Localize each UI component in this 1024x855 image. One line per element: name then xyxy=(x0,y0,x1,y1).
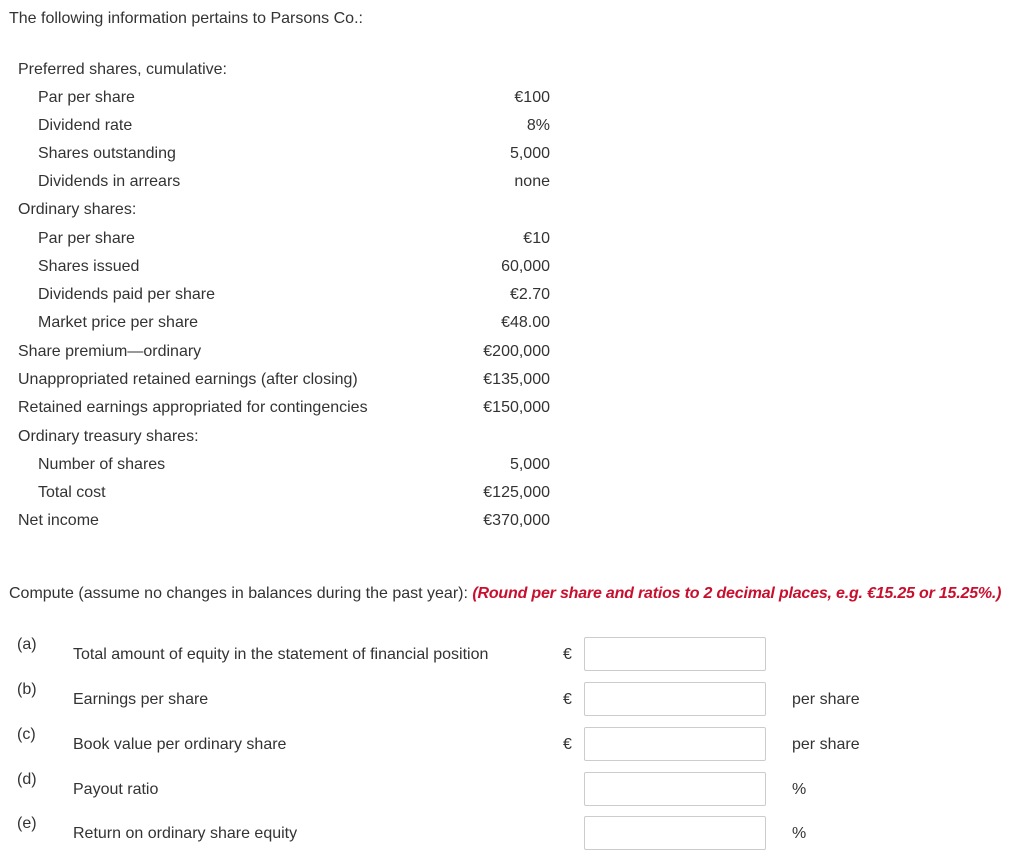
question-label: Earnings per share xyxy=(73,691,209,708)
info-row xyxy=(0,112,560,140)
question-row-c xyxy=(0,726,1024,766)
unit-label: per share xyxy=(792,691,860,708)
currency-symbol: € xyxy=(563,646,572,663)
question-row-b xyxy=(0,681,1024,721)
info-label: Ordinary treasury shares: xyxy=(18,428,199,445)
compute-text: Compute (assume no changes in balances during the past year): xyxy=(9,585,473,602)
question-letter: (a) xyxy=(17,636,37,653)
info-value: €2.70 xyxy=(509,286,550,303)
answer-input-a[interactable] xyxy=(584,637,766,671)
info-row xyxy=(0,168,560,196)
info-value: 5,000 xyxy=(509,456,550,473)
info-row xyxy=(0,394,560,422)
info-label: Unappropriated retained earnings (after closing) xyxy=(18,371,358,388)
info-value: €48.00 xyxy=(501,314,550,331)
info-label: Dividends in arrears xyxy=(38,173,181,190)
info-label: Preferred shares, cumulative: xyxy=(18,61,227,78)
info-row xyxy=(0,309,560,337)
info-value: 60,000 xyxy=(501,258,550,275)
question-letter: (d) xyxy=(17,771,37,788)
unit-label: % xyxy=(792,781,807,798)
answer-input-e[interactable] xyxy=(584,816,766,850)
info-row xyxy=(0,140,560,168)
question-letter: (b) xyxy=(17,681,37,698)
info-row xyxy=(0,56,560,84)
info-row xyxy=(0,507,560,535)
question-row-a xyxy=(0,636,1024,676)
info-label: Number of shares xyxy=(38,456,166,473)
info-row xyxy=(0,84,560,112)
info-row xyxy=(0,253,560,281)
currency-symbol: € xyxy=(563,691,572,708)
currency-symbol: € xyxy=(563,736,572,753)
question-row-e xyxy=(0,815,1024,855)
info-label: Retained earnings appropriated for contingencies xyxy=(18,399,368,416)
question-letter: (e) xyxy=(17,815,37,832)
info-label: Shares outstanding xyxy=(38,145,176,162)
unit-label: per share xyxy=(792,736,860,753)
info-value: €100 xyxy=(514,89,550,106)
info-value: €150,000 xyxy=(483,399,550,416)
info-value: none xyxy=(514,173,550,190)
info-value: €135,000 xyxy=(483,371,550,388)
info-value: €200,000 xyxy=(483,343,550,360)
info-label: Total cost xyxy=(38,484,106,501)
question-label: Payout ratio xyxy=(73,781,159,798)
question-label: Total amount of equity in the statement of financial position xyxy=(73,646,489,663)
info-row xyxy=(0,196,560,224)
info-row xyxy=(0,281,560,309)
info-label: Dividend rate xyxy=(38,117,133,134)
question-label: Return on ordinary share equity xyxy=(73,825,298,842)
info-label: Par per share xyxy=(38,230,135,247)
question-letter: (c) xyxy=(17,726,36,743)
info-label: Shares issued xyxy=(38,258,140,275)
info-value: €125,000 xyxy=(483,484,550,501)
info-row xyxy=(0,225,560,253)
info-label: Ordinary shares: xyxy=(18,201,137,218)
answer-input-b[interactable] xyxy=(584,682,766,716)
info-row xyxy=(0,366,560,394)
info-label: Net income xyxy=(18,512,99,529)
answer-input-d[interactable] xyxy=(584,772,766,806)
intro-text: The following information pertains to Parsons Co.: xyxy=(9,10,363,27)
info-value: 8% xyxy=(526,117,550,134)
info-label: Market price per share xyxy=(38,314,199,331)
question-row-d xyxy=(0,771,1024,811)
info-value: €370,000 xyxy=(483,512,550,529)
info-label: Par per share xyxy=(38,89,135,106)
answer-input-c[interactable] xyxy=(584,727,766,761)
info-label: Dividends paid per share xyxy=(38,286,215,303)
info-row xyxy=(0,479,560,507)
info-row xyxy=(0,423,560,451)
info-row xyxy=(0,451,560,479)
unit-label: % xyxy=(792,825,807,842)
info-label: Share premium—ordinary xyxy=(18,343,202,360)
compute-instruction xyxy=(9,585,1001,603)
question-label: Book value per ordinary share xyxy=(73,736,287,753)
info-value: 5,000 xyxy=(509,145,550,162)
rounding-note: (Round per share and ratios to 2 decimal places, e.g. €15.25 or 15.25%.) xyxy=(472,585,1002,602)
info-value: €10 xyxy=(523,230,550,247)
info-row xyxy=(0,338,560,366)
